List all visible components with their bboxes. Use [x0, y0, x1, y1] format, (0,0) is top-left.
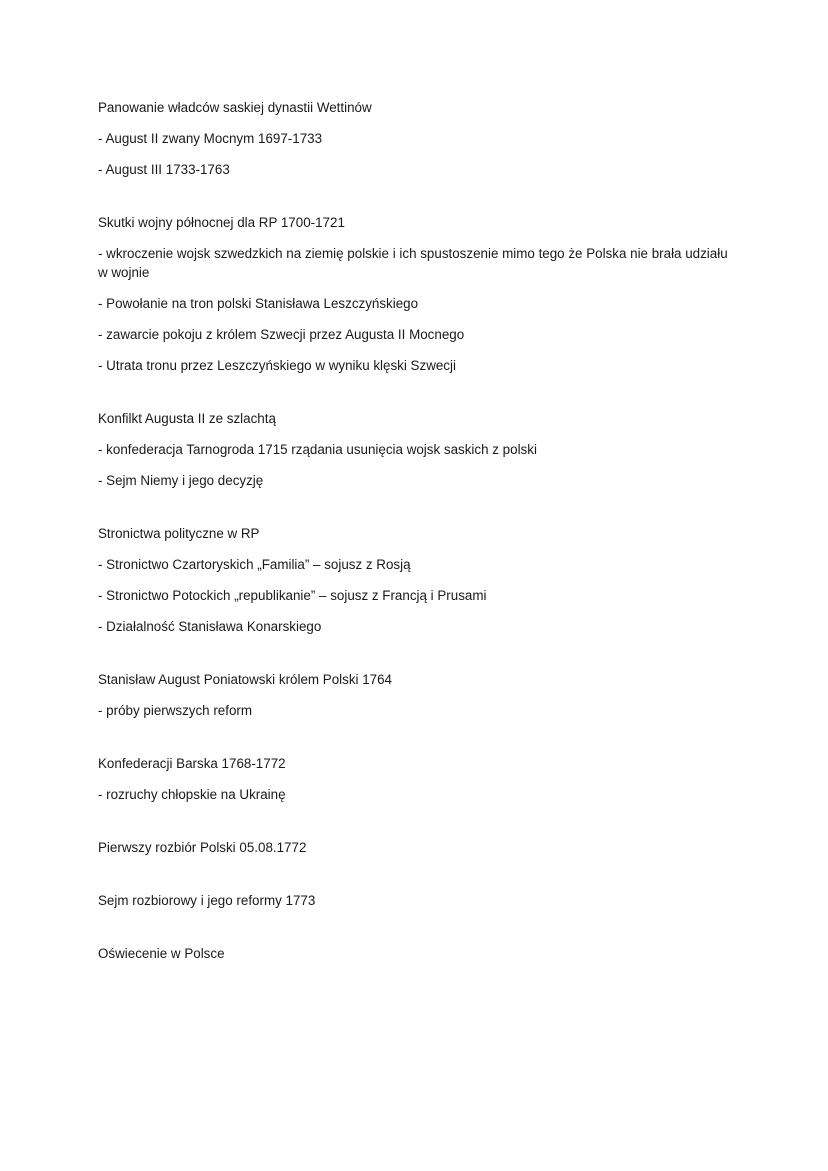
- list-item: - August III 1733-1763: [98, 162, 230, 177]
- section-northern-war: [98, 213, 738, 375]
- section-heading: Panowanie władców saskiej dynastii Wettinów: [98, 100, 372, 115]
- list-item: - rozruchy chłopskie na Ukrainę: [98, 787, 286, 802]
- list-item: - Utrata tronu przez Leszczyńskiego w wyniku klęski Szwecji: [98, 358, 456, 373]
- list-item: - August II zwany Mocnym 1697-1733: [98, 131, 323, 146]
- list-item: - Stronictwo Potockich „republikanie” – sojusz z Francją i Prusami: [98, 588, 487, 603]
- list-item: - konfederacja Tarnogroda 1715 rządania usunięcia wojsk saskich z polski: [98, 442, 537, 457]
- section-heading: Sejm rozbiorowy i jego reformy 1773: [98, 893, 316, 908]
- section-heading: Stanisław August Poniatowski królem Polski 1764: [98, 672, 392, 687]
- list-item: - zawarcie pokoju z królem Szwecji przez Augusta II Mocnego: [98, 327, 465, 342]
- section-poniatowski: [98, 670, 738, 720]
- list-item: - Powołanie na tron polski Stanisława Leszczyńskiego: [98, 296, 419, 311]
- list-item: - wkroczenie wojsk szwedzkich na ziemię polskie i ich spustoszenie mimo tego że Polska nie brała udziału w wojnie: [98, 246, 728, 280]
- section-bar-confederation: [98, 754, 738, 804]
- section-first-partition: [98, 838, 738, 857]
- section-wettin-rule: [98, 98, 738, 179]
- section-heading: Oświecenie w Polsce: [98, 946, 225, 961]
- section-partition-sejm: [98, 891, 738, 910]
- list-item: - Działalność Stanisława Konarskiego: [98, 619, 322, 634]
- list-item: - Sejm Niemy i jego decyzję: [98, 473, 264, 488]
- list-item: - Stronictwo Czartoryskich „Familia” – sojusz z Rosją: [98, 557, 411, 572]
- section-enlightenment: [98, 944, 738, 963]
- section-heading: Pierwszy rozbiór Polski 05.08.1772: [98, 840, 307, 855]
- section-heading: Konfederacji Barska 1768-1772: [98, 756, 286, 771]
- section-political-factions: [98, 524, 738, 636]
- section-heading: Konfilkt Augusta II ze szlachtą: [98, 411, 276, 426]
- document-body: [98, 98, 738, 997]
- list-item: - próby pierwszych reform: [98, 703, 253, 718]
- section-heading: Skutki wojny północnej dla RP 1700-1721: [98, 215, 345, 230]
- section-heading: Stronictwa polityczne w RP: [98, 526, 260, 541]
- section-august-conflict: [98, 409, 738, 490]
